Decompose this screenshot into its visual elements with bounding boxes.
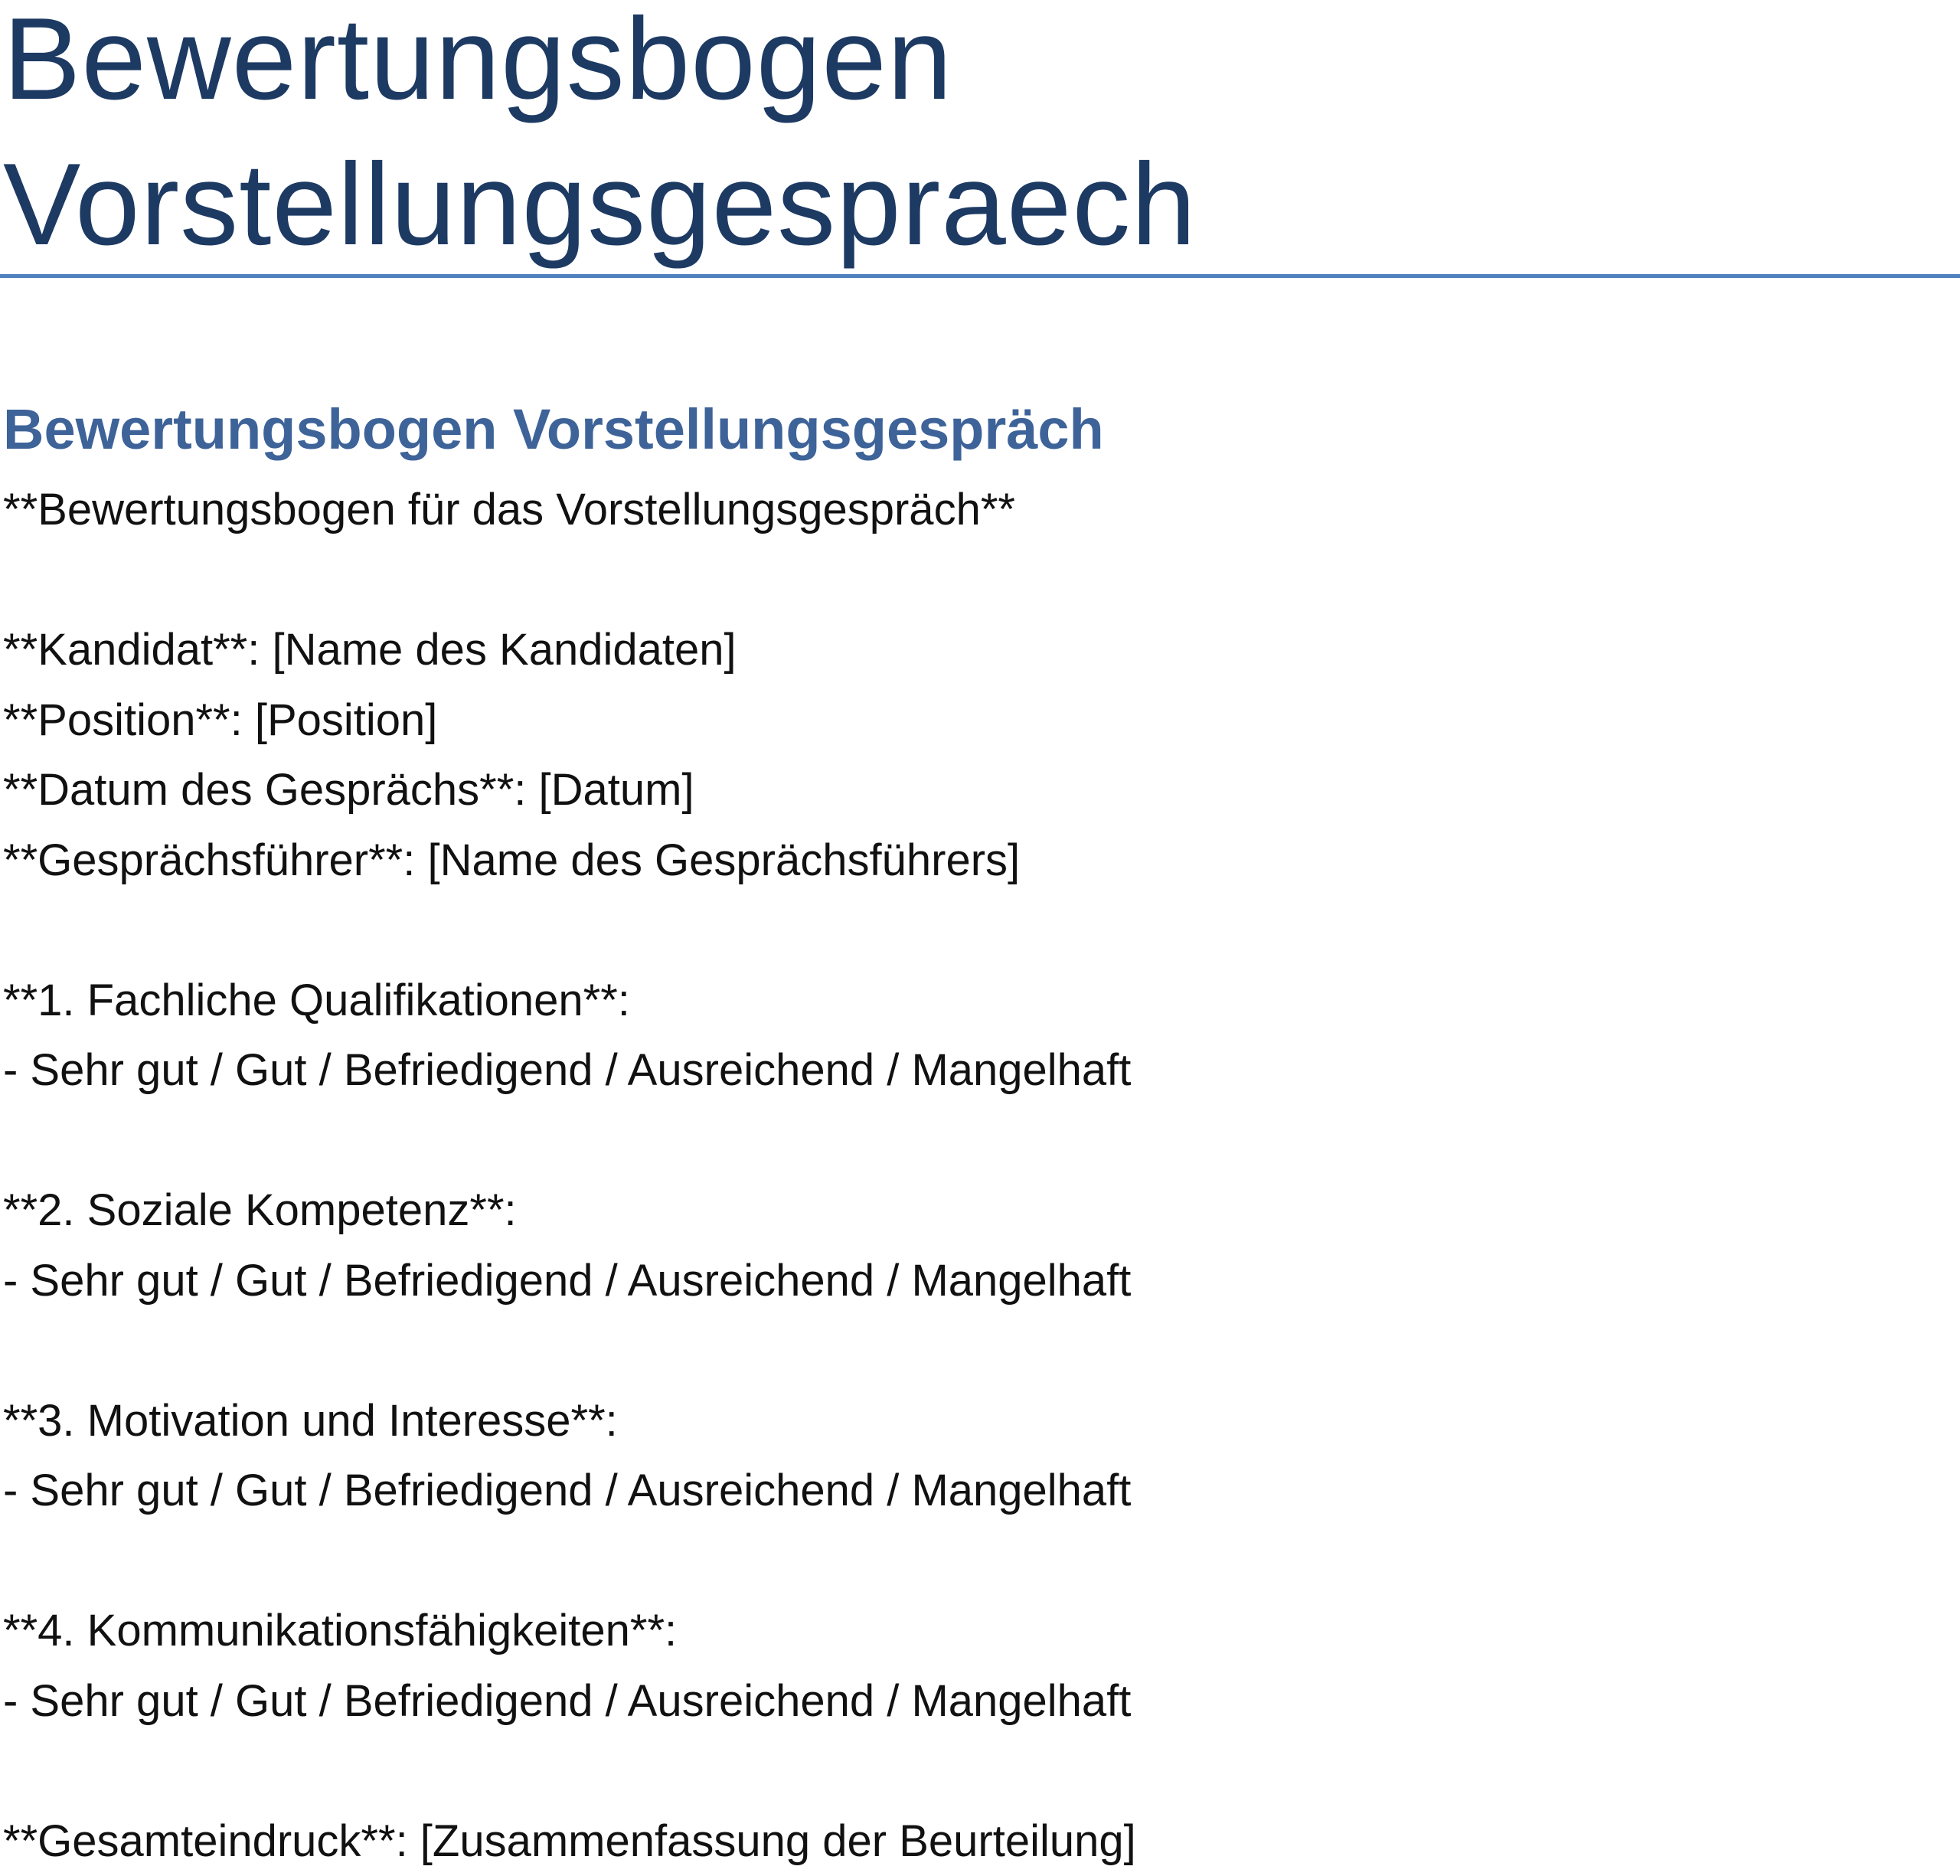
section-heading: Bewertungsbogen Vorstellungsgespräch <box>3 394 1104 465</box>
rating-scale: - Sehr gut / Gut / Befriedigend / Ausreichend / Mangelhaft <box>3 1246 1136 1316</box>
blank-line <box>3 1736 1136 1806</box>
rating-scale: - Sehr gut / Gut / Befriedigend / Ausreichend / Mangelhaft <box>3 1456 1136 1526</box>
document-title-line-1: Bewertungsbogen <box>3 0 952 124</box>
criterion-heading: **2. Soziale Kompetenz**: <box>3 1175 1136 1246</box>
criterion-heading: **3. Motivation und Interesse**: <box>3 1386 1136 1456</box>
criterion-heading: **4. Kommunikationsfähigkeiten**: <box>3 1596 1136 1666</box>
position-line: **Position**: [Position] <box>3 685 1136 756</box>
document-title-line-2: Vorstellungsgespraech <box>3 139 1197 270</box>
blank-line <box>3 1106 1136 1176</box>
interviewer-line: **Gesprächsführer**: [Name des Gesprächsführers] <box>3 825 1136 896</box>
intro-line: **Bewertungsbogen für das Vorstellungsgespräch** <box>3 475 1136 545</box>
candidate-line: **Kandidat**: [Name des Kandidaten] <box>3 615 1136 685</box>
document-title <box>3 0 1948 277</box>
blank-line <box>3 545 1136 616</box>
blank-line <box>3 1315 1136 1386</box>
overall-impression-line: **Gesamteindruck**: [Zusammenfassung der Beurteilung] <box>3 1806 1136 1876</box>
blank-line <box>3 895 1136 966</box>
rating-scale: - Sehr gut / Gut / Befriedigend / Ausreichend / Mangelhaft <box>3 1035 1136 1106</box>
rating-scale: - Sehr gut / Gut / Befriedigend / Ausreichend / Mangelhaft <box>3 1666 1136 1737</box>
title-divider <box>0 274 1960 278</box>
interview-date-line: **Datum des Gesprächs**: [Datum] <box>3 755 1136 825</box>
document-body <box>3 475 1136 1876</box>
blank-line <box>3 1526 1136 1597</box>
criterion-heading: **1. Fachliche Qualifikationen**: <box>3 966 1136 1036</box>
